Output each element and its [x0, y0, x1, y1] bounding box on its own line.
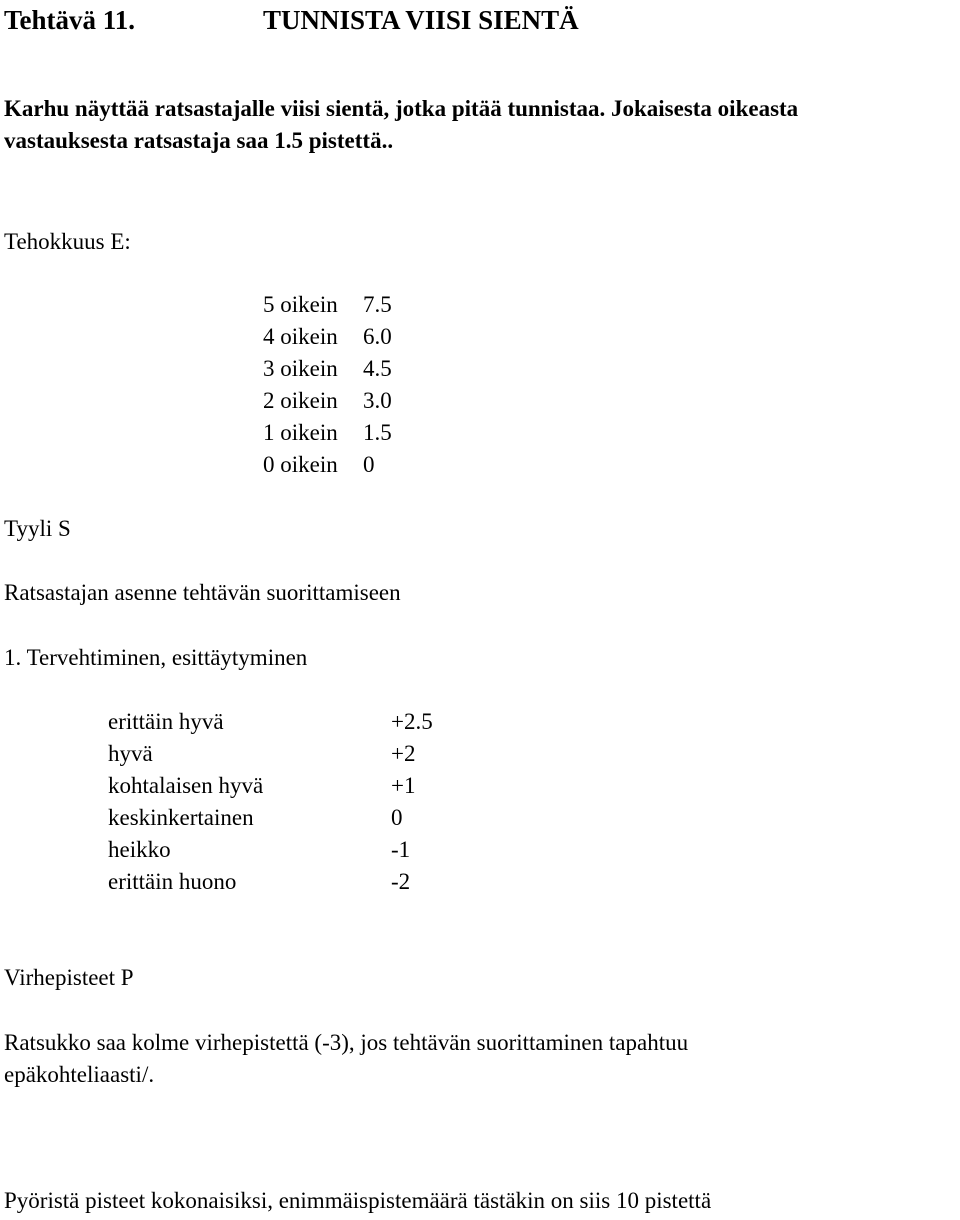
style-row-points: +2 — [391, 741, 416, 766]
greeting-heading: 1. Tervehtiminen, esittäytyminen — [4, 645, 308, 670]
efficiency-row-label: 2 oikein — [263, 388, 338, 413]
style-row-label: erittäin hyvä — [108, 709, 224, 734]
efficiency-row-points: 3.0 — [363, 388, 392, 413]
style-row-label: erittäin huono — [108, 869, 237, 894]
style-row-points: -1 — [391, 837, 411, 862]
efficiency-row-label: 1 oikein — [263, 420, 338, 445]
efficiency-row-points: 7.5 — [363, 292, 392, 317]
penalty-line-1: Ratsukko saa kolme virhepistettä (-3), jos tehtävän suorittaminen tapahtuu — [4, 1030, 689, 1055]
efficiency-row-points: 0 — [363, 452, 375, 477]
style-row-points: 0 — [391, 805, 403, 830]
footer-note: Pyöristä pisteet kokonaisiksi, enimmäispistemäärä tästäkin on siis 10 pistettä — [4, 1188, 712, 1213]
efficiency-label: Tehokkuus E: — [4, 229, 131, 254]
style-row-label: heikko — [108, 837, 171, 862]
efficiency-row-label: 5 oikein — [263, 292, 338, 317]
efficiency-row-points: 1.5 — [363, 420, 392, 445]
efficiency-row-label: 4 oikein — [263, 324, 338, 349]
efficiency-row-label: 0 oikein — [263, 452, 338, 477]
task-title: TUNNISTA VIISI SIENTÄ — [263, 5, 579, 35]
style-row-points: -2 — [391, 869, 411, 894]
style-label: Tyyli S — [4, 516, 71, 541]
penalty-line-2: epäkohteliaasti/. — [4, 1062, 155, 1087]
intro-line-1: Karhu näyttää ratsastajalle viisi sientä, jotka pitää tunnistaa. Jokaisesta oikeasta — [4, 96, 799, 121]
style-row-label: hyvä — [108, 741, 153, 766]
task-number: Tehtävä 11. — [4, 5, 136, 35]
style-row-label: keskinkertainen — [108, 805, 254, 830]
efficiency-row-points: 6.0 — [363, 324, 392, 349]
efficiency-row-label: 3 oikein — [263, 356, 338, 381]
efficiency-row-points: 4.5 — [363, 356, 392, 381]
style-row-points: +1 — [391, 773, 416, 798]
attitude-heading: Ratsastajan asenne tehtävän suorittamiseen — [4, 580, 401, 605]
style-row-points: +2.5 — [391, 709, 433, 734]
penalty-label: Virhepisteet P — [4, 965, 134, 990]
style-row-label: kohtalaisen hyvä — [108, 773, 264, 798]
intro-line-2: vastauksesta ratsastaja saa 1.5 pistettä.. — [4, 128, 394, 153]
